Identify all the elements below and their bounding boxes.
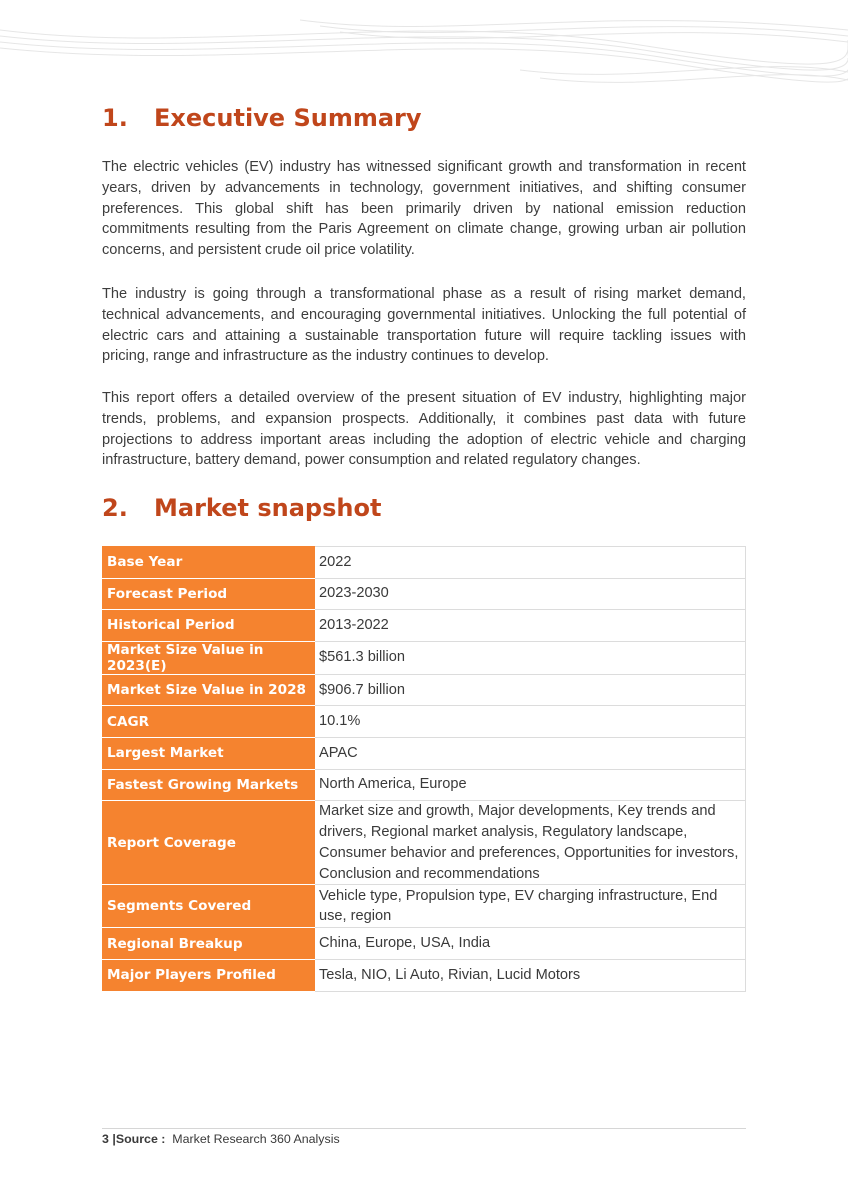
row-value: 2022 [315, 547, 746, 579]
paragraph-1: The electric vehicles (EV) industry has witnessed significant growth and transformation in recent years, driven by advancements in technology, government initiatives, and shifting consumer preferences. This global shift has been primarily driven by national emission reduction commitments resulting from the Paris Agreement on climate change, growing urban air pollution concerns, and persistent crude oil price volatility. [102, 159, 746, 259]
row-value: Tesla, NIO, Li Auto, Rivian, Lucid Motors [315, 959, 746, 991]
footer-divider [102, 1128, 746, 1129]
table-row [103, 769, 746, 801]
row-label: Fastest Growing Markets [103, 769, 315, 801]
row-value: North America, Europe [315, 769, 746, 801]
row-value: Vehicle type, Propulsion type, EV charging infrastructure, End use, region [315, 885, 746, 928]
source-text: Market Research 360 Analysis [172, 1132, 340, 1146]
table-row [103, 641, 746, 674]
table-row [103, 801, 746, 885]
row-label: Market Size Value in 2023(E) [103, 641, 315, 674]
row-label: Report Coverage [103, 801, 315, 885]
table-row [103, 674, 746, 706]
row-label: Major Players Profiled [103, 959, 315, 991]
row-value: 2023-2030 [315, 578, 746, 610]
table-row [103, 706, 746, 738]
section-title-executive-summary [102, 104, 422, 132]
row-value: APAC [315, 737, 746, 769]
row-value: $906.7 billion [315, 674, 746, 706]
table-row [103, 737, 746, 769]
row-label: Largest Market [103, 737, 315, 769]
decorative-waves [0, 0, 848, 110]
table-row [103, 885, 746, 928]
page-footer [102, 1132, 340, 1146]
table-row [103, 578, 746, 610]
row-value: 2013-2022 [315, 610, 746, 642]
row-value: China, Europe, USA, India [315, 928, 746, 960]
section-title-market-snapshot [102, 494, 381, 522]
section-number: 2. [102, 494, 128, 522]
section-heading: Executive Summary [154, 104, 422, 132]
row-label: CAGR [103, 706, 315, 738]
row-label: Market Size Value in 2028 [103, 674, 315, 706]
row-label: Forecast Period [103, 578, 315, 610]
table-row [103, 610, 746, 642]
row-label: Regional Breakup [103, 928, 315, 960]
source-label: Source : [115, 1132, 166, 1146]
row-label: Base Year [103, 547, 315, 579]
section-heading: Market snapshot [154, 494, 382, 522]
paragraph-3: This report offers a detailed overview of the present situation of EV industry, highlighting major trends, problems, and expansion prospects. Additionally, it combines past data with future projections to address important areas including the adoption of electric vehicle and charging infrastructure, battery demand, power consumption and related regulatory changes. [102, 390, 746, 469]
row-value: 10.1% [315, 706, 746, 738]
page-number: 3 [102, 1132, 109, 1146]
row-value: Market size and growth, Major developments, Key trends and drivers, Regional market analysis, Regulatory landscape, Consumer behavior and preferences, Opportunities for investors, Conclusion and recommendations [315, 801, 746, 885]
table-row [103, 928, 746, 960]
market-snapshot-table [102, 546, 746, 992]
row-label: Historical Period [103, 610, 315, 642]
table-row [103, 547, 746, 579]
paragraph-2: The industry is going through a transformational phase as a result of rising market demand, technical advancements, and encouraging governmental initiatives. Unlocking the full potential of electric cars and attaining a sustainable transportation future will require tackling issues with pricing, range and infrastructure as the industry continues to develop. [102, 286, 746, 365]
table-row [103, 959, 746, 991]
row-value: $561.3 billion [315, 641, 746, 674]
section-number: 1. [102, 104, 128, 132]
row-label: Segments Covered [103, 885, 315, 928]
footer-separator: | [108, 1132, 116, 1146]
